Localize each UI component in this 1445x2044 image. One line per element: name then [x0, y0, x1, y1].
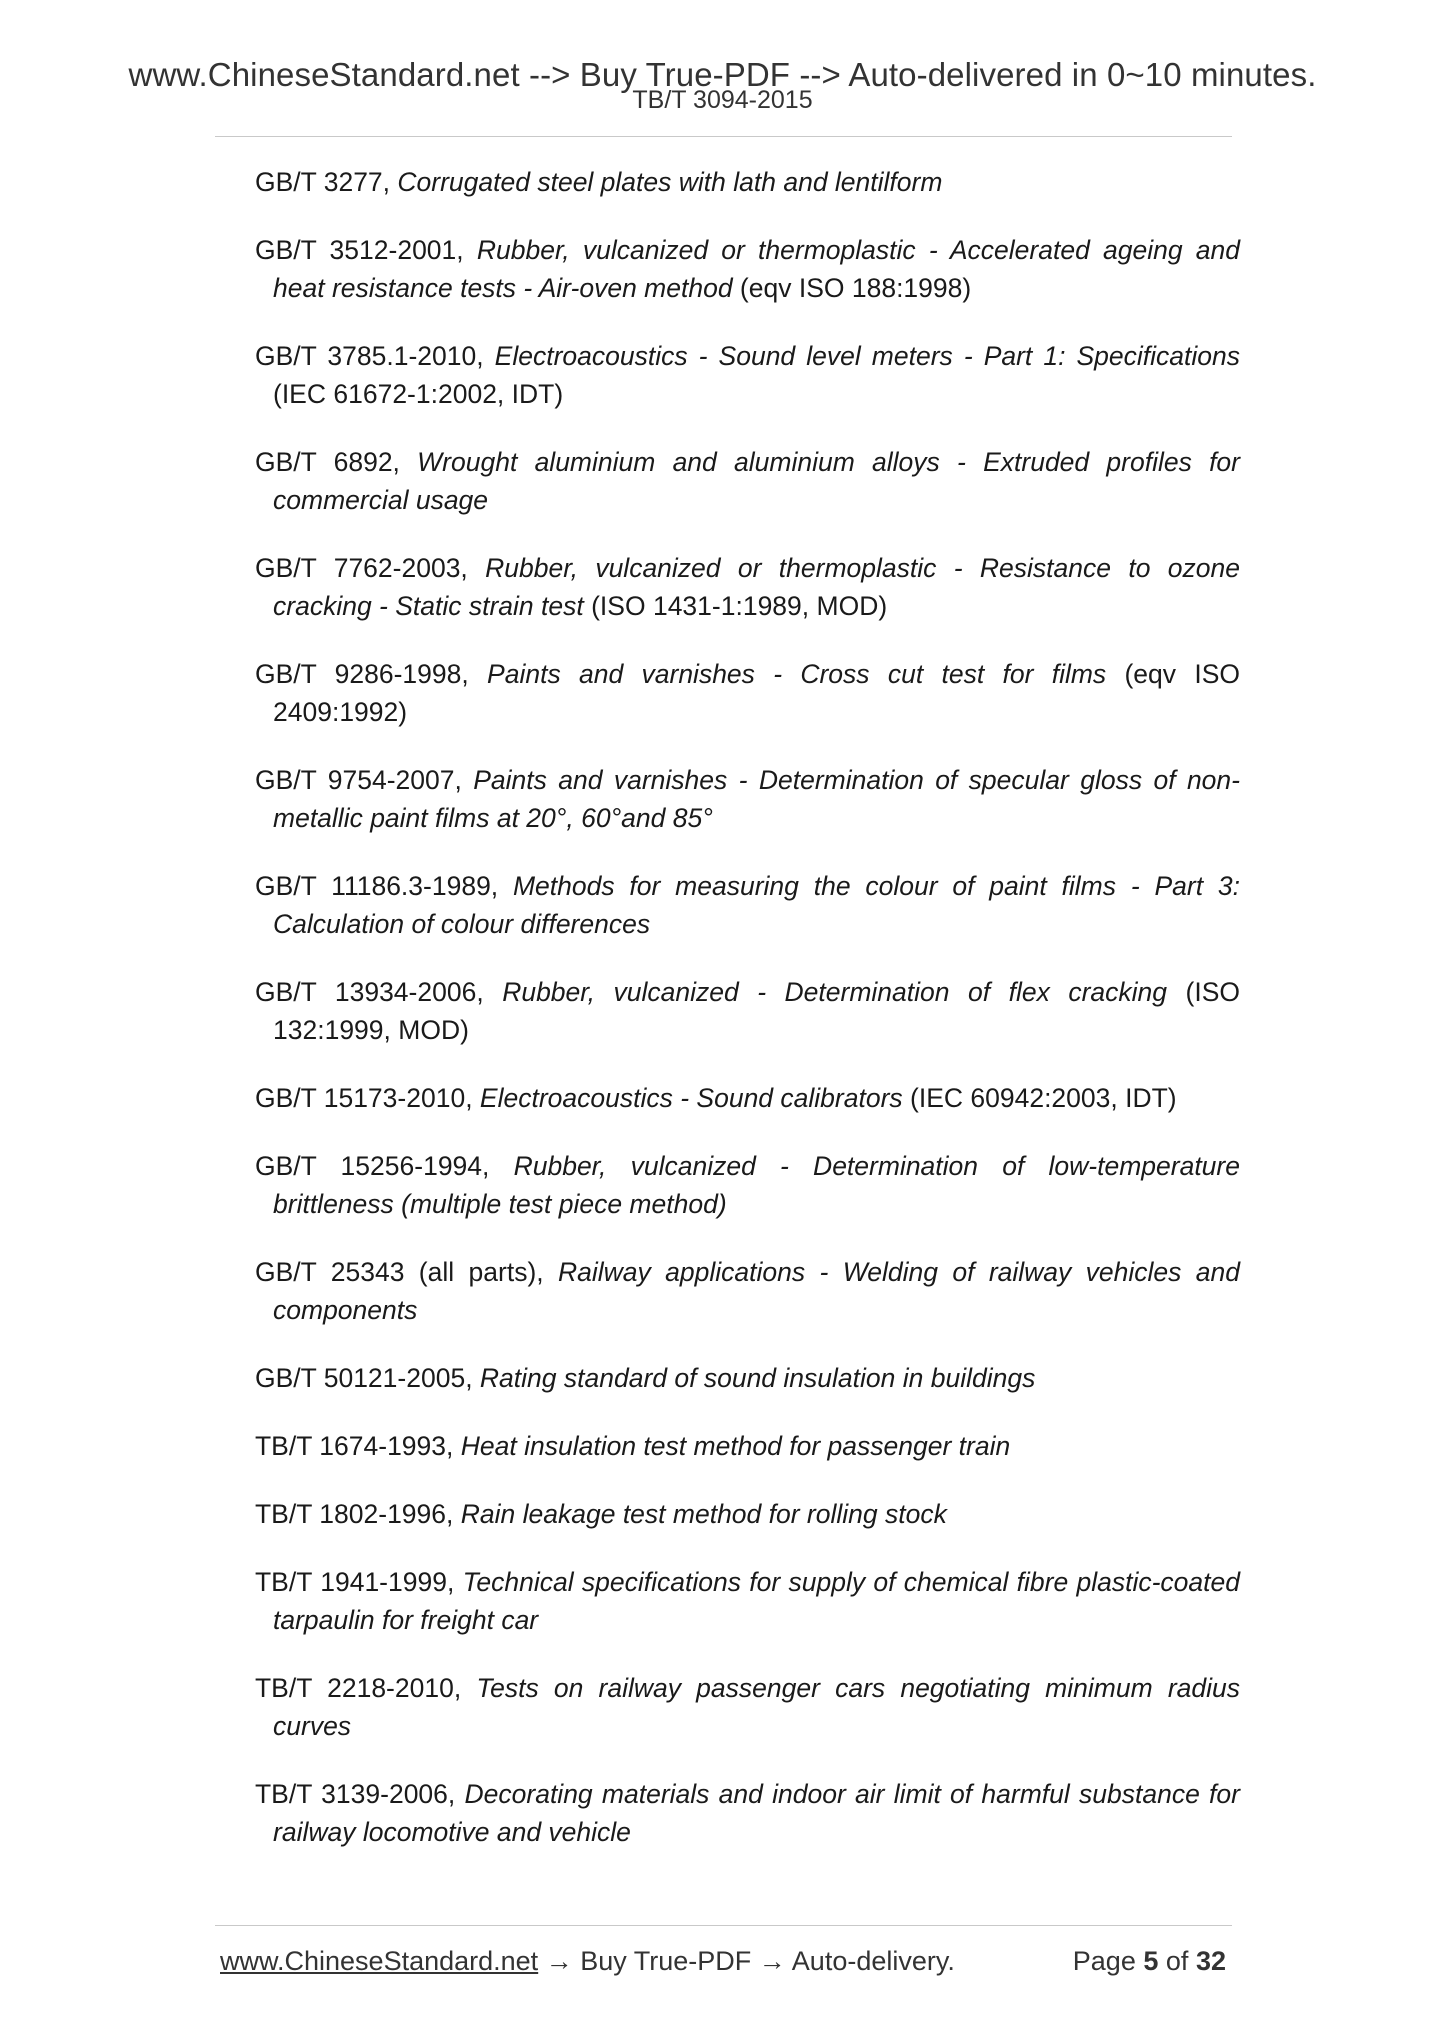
- page-current: 5: [1143, 1946, 1159, 1976]
- reference-suffix: (ISO 1431-1:1989, MOD): [583, 591, 888, 621]
- reference-suffix: (eqv ISO 2409:1992): [273, 659, 1240, 727]
- arrow-right-icon: →: [545, 1946, 573, 1976]
- reference-title: Paints and varnishes - Cross cut test for films: [487, 659, 1107, 689]
- reference-title: Decorating materials and indoor air limit of harmful substance for railway locomotive and vehicle: [273, 1779, 1240, 1847]
- reference-code: GB/T 3512-2001,: [255, 235, 477, 265]
- reference-item: [255, 1775, 1240, 1851]
- reference-code: TB/T 1674-1993,: [255, 1431, 461, 1461]
- reference-item: [255, 1495, 1240, 1533]
- reference-code: GB/T 50121-2005,: [255, 1363, 480, 1393]
- reference-title: Methods for measuring the colour of paint films - Part 3: Calculation of colour differences: [273, 871, 1240, 939]
- document-code: TB/T 3094-2015: [632, 86, 813, 114]
- reference-title: Tests on railway passenger cars negotiating minimum radius curves: [273, 1673, 1240, 1741]
- reference-suffix: (IEC 60942:2003, IDT): [902, 1083, 1177, 1113]
- arrow-right-icon: →: [758, 1946, 786, 1976]
- reference-code: TB/T 3139-2006,: [255, 1779, 465, 1809]
- reference-code: GB/T 7762-2003,: [255, 553, 486, 583]
- reference-suffix: (eqv ISO 188:1998): [732, 273, 972, 303]
- reference-item: [255, 973, 1240, 1049]
- reference-title: Wrought aluminium and aluminium alloys - Extruded profiles for commercial usage: [273, 447, 1240, 515]
- reference-item: [255, 549, 1240, 625]
- reference-title: Technical specifications for supply of chemical fibre plastic-coated tarpaulin for freight car: [273, 1567, 1240, 1635]
- reference-title: Rubber, vulcanized or thermoplastic - Accelerated ageing and heat resistance tests - Air-oven method: [273, 235, 1240, 303]
- header-banner: www.ChineseStandard.net --> Buy True-PDF --> Auto-delivered in 0~10 minutes.: [128, 56, 1317, 93]
- auto-delivery-text: Auto-delivery.: [791, 1946, 955, 1976]
- footer-divider: [215, 1925, 1232, 1926]
- reference-item: [255, 163, 1240, 201]
- reference-suffix: (ISO 132:1999, MOD): [273, 977, 1240, 1045]
- reference-code: TB/T 1941-1999,: [255, 1567, 463, 1597]
- reference-title: Electroacoustics - Sound level meters - Part 1: Specifications: [494, 341, 1241, 371]
- reference-title: Electroacoustics - Sound calibrators: [479, 1083, 903, 1113]
- reference-item: [255, 337, 1240, 413]
- reference-item: [255, 1253, 1240, 1329]
- page-label: Page: [1072, 1946, 1136, 1976]
- reference-item: [255, 231, 1240, 307]
- reference-code: GB/T 6892,: [255, 447, 418, 477]
- reference-code: TB/T 1802-1996,: [255, 1499, 461, 1529]
- reference-item: [255, 1079, 1240, 1117]
- reference-code: GB/T 13934-2006,: [255, 977, 503, 1007]
- reference-title: Railway applications - Welding of railway vehicles and components: [273, 1257, 1241, 1325]
- reference-code: GB/T 15173-2010,: [255, 1083, 480, 1113]
- reference-item: [255, 1563, 1240, 1639]
- reference-list: [255, 163, 1240, 1881]
- reference-title: Rain leakage test method for rolling stock: [460, 1499, 947, 1529]
- reference-code: GB/T 25343 (all parts),: [255, 1257, 559, 1287]
- header-divider: [215, 136, 1232, 137]
- reference-item: [255, 867, 1240, 943]
- reference-suffix: (IEC 61672-1:2002, IDT): [273, 379, 564, 409]
- page-of: of: [1165, 1946, 1189, 1976]
- page-total: 32: [1195, 1946, 1226, 1976]
- reference-code: GB/T 9754-2007,: [255, 765, 474, 795]
- reference-title: Paints and varnishes - Determination of specular gloss of non-metallic paint films at 20°, 60°and 85°: [273, 765, 1240, 833]
- reference-title: Heat insulation test method for passenger train: [460, 1431, 1011, 1461]
- buy-true-pdf-text: Buy True-PDF: [580, 1946, 752, 1976]
- reference-item: [255, 443, 1240, 519]
- reference-title: Rubber, vulcanized - Determination of low-temperature brittleness (multiple test piece method): [273, 1151, 1240, 1219]
- page-footer: [220, 1946, 1232, 1977]
- reference-item: [255, 1669, 1240, 1745]
- reference-code: GB/T 15256-1994,: [255, 1151, 514, 1181]
- reference-code: GB/T 9286-1998,: [255, 659, 488, 689]
- site-link[interactable]: www.ChineseStandard.net: [220, 1946, 539, 1976]
- reference-title: Rubber, vulcanized - Determination of flex cracking: [502, 977, 1168, 1007]
- page-number: [1073, 1946, 1226, 1977]
- reference-title: Rating standard of sound insulation in buildings: [479, 1363, 1036, 1393]
- reference-title: Corrugated steel plates with lath and lentilform: [397, 167, 943, 197]
- reference-code: GB/T 11186.3-1989,: [255, 871, 513, 901]
- reference-item: [255, 1427, 1240, 1465]
- reference-item: [255, 761, 1240, 837]
- reference-item: [255, 655, 1240, 731]
- reference-code: TB/T 2218-2010,: [255, 1673, 477, 1703]
- reference-item: [255, 1359, 1240, 1397]
- reference-title: Rubber, vulcanized or thermoplastic - Resistance to ozone cracking - Static strain test: [273, 553, 1240, 621]
- reference-item: [255, 1147, 1240, 1223]
- reference-code: GB/T 3785.1-2010,: [255, 341, 495, 371]
- reference-code: GB/T 3277,: [255, 167, 398, 197]
